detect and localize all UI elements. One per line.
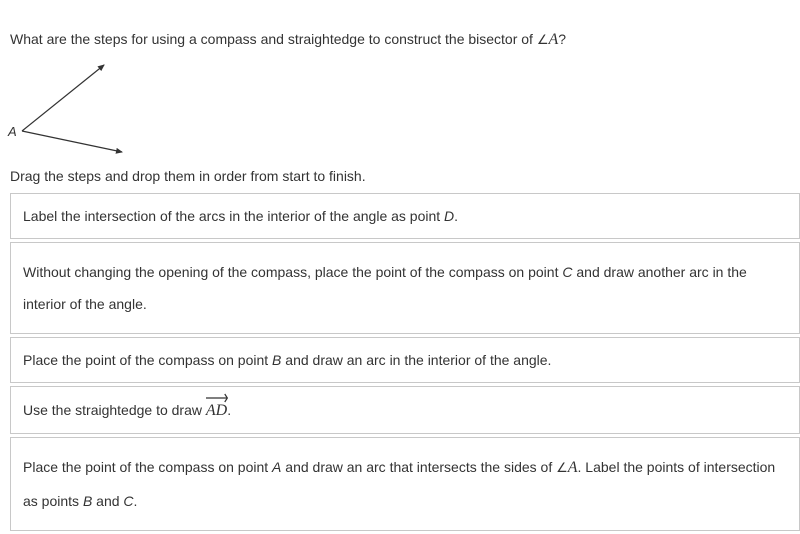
point-label: C [562,264,573,280]
step-text: Without changing the opening of the compass, place the point of the compass on point [23,264,563,280]
step-text: . [227,402,232,418]
angle-ray-lower [22,131,122,152]
instruction-text: Drag the steps and drop them in order from start to finish. [10,168,366,184]
draggable-step[interactable] [10,386,800,434]
angle-ray-upper [22,65,104,131]
vertex-label: A [8,124,17,139]
ray-label: AD [205,402,228,419]
question-prefix: What are the steps for using a compass and straightedge to construct the bisector of [10,31,537,47]
draggable-step[interactable] [10,242,800,334]
point-label: A [272,459,282,475]
step-text: . [454,208,459,224]
draggable-step[interactable] [10,337,800,383]
point-label: B [272,352,282,368]
step-text: Place the point of the compass on point [23,352,273,368]
point-label: D [444,208,455,224]
ray-arrow-icon [206,394,227,402]
angle-symbol: ∠ [556,461,568,476]
draggable-step[interactable] [10,193,800,239]
question-text [10,30,566,50]
step-text: . [133,493,138,509]
step-text: . Label the points of intersection as points [23,459,776,509]
step-text: and draw an arc in the interior of the angle. [281,352,552,368]
ray-notation [206,400,227,420]
draggable-step[interactable] [10,437,800,531]
step-text: and draw another arc in the interior of the angle. [23,264,747,312]
angle-symbol: ∠ [536,33,549,48]
step-text: Use the straightedge to draw [23,402,206,418]
angle-letter: A [548,31,559,48]
point-label: B [82,493,93,509]
step-text: and [92,493,124,509]
step-text: Label the intersection of the arcs in the interior of the angle as point [23,208,445,224]
angle-letter: A [567,459,578,476]
angle-figure [0,55,140,160]
question-suffix: ? [558,31,567,47]
step-text: and draw an arc that intersects the sides of [281,459,557,475]
point-label: C [123,493,134,509]
step-text: Place the point of the compass on point [23,459,273,475]
